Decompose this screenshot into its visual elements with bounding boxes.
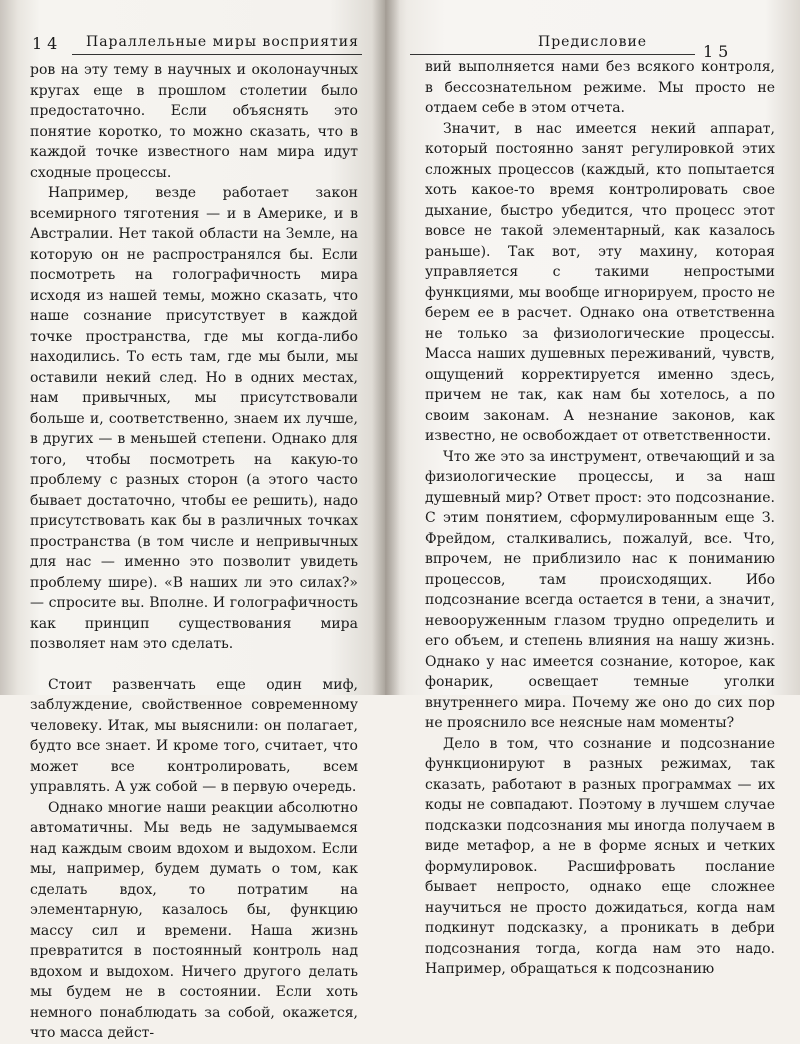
book-gutter bbox=[372, 0, 400, 695]
left-paragraph-2: Например, везде работает закон всемирного тяготения — и в Америке, и в Австралии. Нет такой области на Земле, на которую он не распространялся бы. Если посмотреть на голографичность мира исходя из нашей темы, можно сказать, что наше сознание присутствует в каждой точке пространства, где мы когда-либо находились. То есть там, где мы были, мы оставили некий след. Но в одних местах, нам привычных, мы присутствовали больше и, соответственно, знаем их лучше, в других — в меньшей степени. Однако для того, чтобы посмотреть на какую-то проблему с разных сторон (а этого часто бывает достаточно, чтобы ее решить), надо присутствовать как бы в различных точках пространства (в том числе и непривычных для нас — именно это позволит увидеть проблему шире). «В наших ли это силах?» — спросите вы. Вполне. И голографичность как принцип существования мира позволяет нам это сделать. bbox=[30, 185, 358, 652]
left-head-rule bbox=[72, 54, 362, 55]
right-page-number: 15 bbox=[703, 42, 734, 61]
left-page-number: 14 bbox=[32, 34, 63, 53]
right-running-title: Предисловие bbox=[538, 34, 648, 50]
right-paragraph-3: Что же это за инструмент, отвечающий и за физиологические процессы, и за наш душевный мир? Ответ прост: это подсознание. С этим понятием, сформулированным еще З. Фрейдом, сталкивались, пожалуй, все. Что, впрочем, не приблизило нас к пониманию процессов, там происходящих. Ибо подсознание всегда остается в тени, а значит, невооруженным глазом трудно определить и его объем, и степень влияния на нашу жизнь. Однако у нас имеется сознание, которое, как фонарик, освещает темные уголки внутреннего мира. Почему же оно до сих пор не прояснило все неясные нам моменты? bbox=[425, 448, 775, 731]
left-paragraph-3: Стоит развенчать еще один миф, заблуждение, свойственное современному человеку. Итак, мы выяснили: он полагает, будто все знает. И кроме того, считает, что может все контролировать, всем управлять. А уж собой — в первую очередь. bbox=[30, 676, 358, 795]
right-paragraph-4: Дело в том, что сознание и подсознание функционируют в разных режимах, так сказать, работают в разных программах — их коды не совпадают. Поэтому в лучшем случае подсказки подсознания мы иногда получаем в виде метафор, а не в форме ясных и четких формулировок. Расшифровать послание бывает непросто, однако еще сложнее научиться не просто дожидаться, когда нам подкинут подсказку, а проникать в дебри подсознания тогда, когда нам это надо. Например, обращаться к подсознанию bbox=[425, 735, 775, 977]
left-paragraph-1: ров на эту тему в научных и околонаучных кругах еще в прошлом столетии было предостаточно. Если объяснять это понятие коротко, то можно сказать, что в каждой точке известного нам мира идут сходные процессы. bbox=[30, 62, 358, 181]
left-paragraph-4: Однако многие наши реакции абсолютно автоматичны. Мы ведь не задумываемся над каждым своим вдохом и выдохом. Если мы, например, будем думать о том, как сделать вдох, то потратим на элементарную, казалось бы, функцию массу сил и времени. Наша жизнь превратится в постоянный контроль над вдохом и выдохом. Ничего другого делать мы будем не в состоянии. Если хоть немного понаблюдать за собой, окажется, что масса дейст- bbox=[30, 799, 358, 1041]
right-paragraph-2: Значит, в нас имеется некий аппарат, который постоянно занят регулировкой этих сложных процессов (каждый, кто попытается хоть какое-то время контролировать свое дыхание, быстро убедится, что процесс этот вовсе не такой элементарный, как казалось раньше). Так вот, эту махину, которая управляется с такими непростыми функциями, мы вообще игнорируем, просто не берем ее в расчет. Однако она ответственна не только за физиологические процессы. Масса наших душевных переживаний, чувств, ощущений корректируется именно здесь, причем не так, как нам бы хотелось, а по своим законам. А незнание законов, как известно, не освобождает от ответственности. bbox=[425, 120, 775, 444]
right-paragraph-1: вий выполняется нами без всякого контроля, в бессознательном режиме. Мы просто не отдаем себе в этом отчета. bbox=[425, 59, 775, 116]
left-running-title: Параллельные миры восприятия bbox=[86, 34, 359, 50]
left-page-text bbox=[30, 60, 358, 1044]
right-head-rule bbox=[410, 54, 695, 55]
right-page-text bbox=[425, 57, 775, 980]
